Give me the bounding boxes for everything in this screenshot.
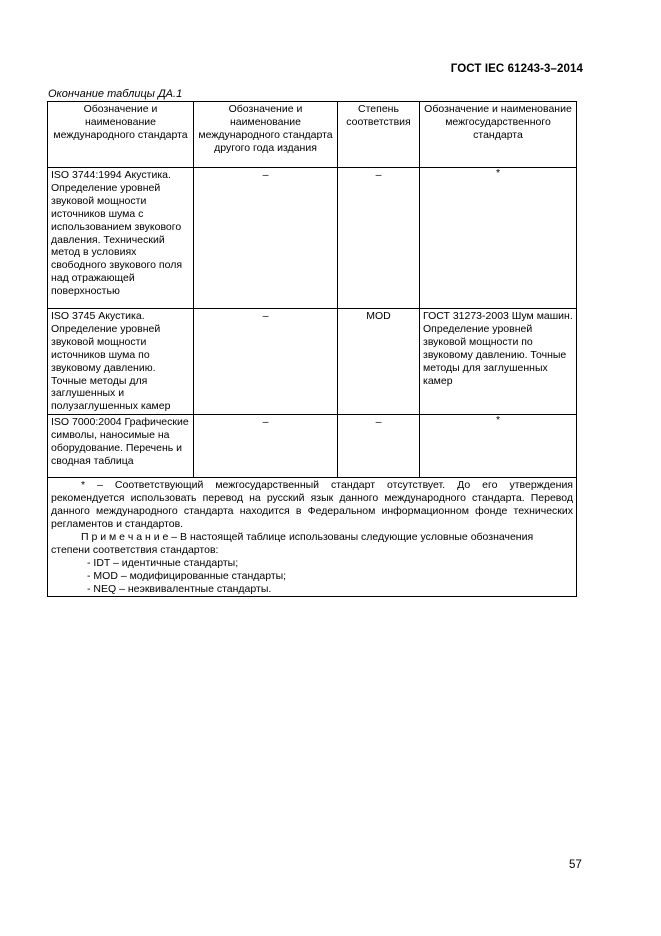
document-code: ГОСТ IEC 61243-3–2014	[450, 63, 583, 75]
table-note-row	[48, 478, 577, 597]
cell-interstate-standard: *	[420, 415, 577, 478]
cell-interstate-standard: ГОСТ 31273-2003 Шум машин. Определение уровней звуковой мощности по звуковому давлению. Точные методы для заглушенных камер	[420, 309, 577, 415]
table-row	[48, 415, 577, 478]
cell-degree: MOD	[338, 309, 420, 415]
header-other-year-standard: Обозначение и наименование международного стандарта другого года издания	[194, 102, 338, 168]
cell-degree: –	[338, 168, 420, 309]
table-row	[48, 309, 577, 415]
table-caption: Окончание таблицы ДА.1	[48, 88, 183, 100]
header-degree: Степень соответствия	[338, 102, 420, 168]
footnote-text: * – Соответствующий межгосударственный стандарт отсутствует. До его утверждения рекомендуется использовать перевод на русский язык данного международного стандарта. Перевод данного международного стандарта находится в Федеральном информационном фонде технических регламентов и стандартов.	[51, 479, 573, 530]
note-cell	[48, 478, 577, 597]
cell-intl-standard: ISO 3744:1994 Акустика. Определение уровней звуковой мощности источников шума с использованием звукового давления. Технический метод в условиях свободного звукового поля над отражающей поверхностью	[48, 168, 194, 309]
header-intl-standard: Обозначение и наименование международного стандарта	[48, 102, 194, 168]
standards-table	[47, 101, 577, 597]
cell-other-year: –	[194, 415, 338, 478]
table-header-row	[48, 102, 577, 168]
cell-intl-standard: ISO 7000:2004 Графические символы, наносимые на оборудование. Перечень и сводная таблица	[48, 415, 194, 478]
cell-interstate-standard: *	[420, 168, 577, 309]
remark-text: П р и м е ч а н и е – В настоящей таблице использованы следующие условные обозначения степени соответствия стандартов:	[51, 530, 534, 556]
header-interstate-standard: Обозначение и наименование межгосударственного стандарта	[420, 102, 577, 168]
cell-other-year: –	[194, 309, 338, 415]
note-item-mod: - MOD – модифицированные стандарты;	[87, 569, 287, 582]
page-number: 57	[569, 859, 582, 871]
cell-other-year: –	[194, 168, 338, 309]
cell-intl-standard: ISO 3745 Акустика. Определение уровней звуковой мощности источников шума по звуковому давлению. Точные методы для заглушенных и полузаглушенных камер	[48, 309, 194, 415]
cell-degree: –	[338, 415, 420, 478]
note-item-neq: - NEQ – неэквивалентные стандарты.	[87, 582, 272, 595]
table-row	[48, 168, 577, 309]
note-item-idt: - IDT – идентичные стандарты;	[87, 556, 239, 569]
